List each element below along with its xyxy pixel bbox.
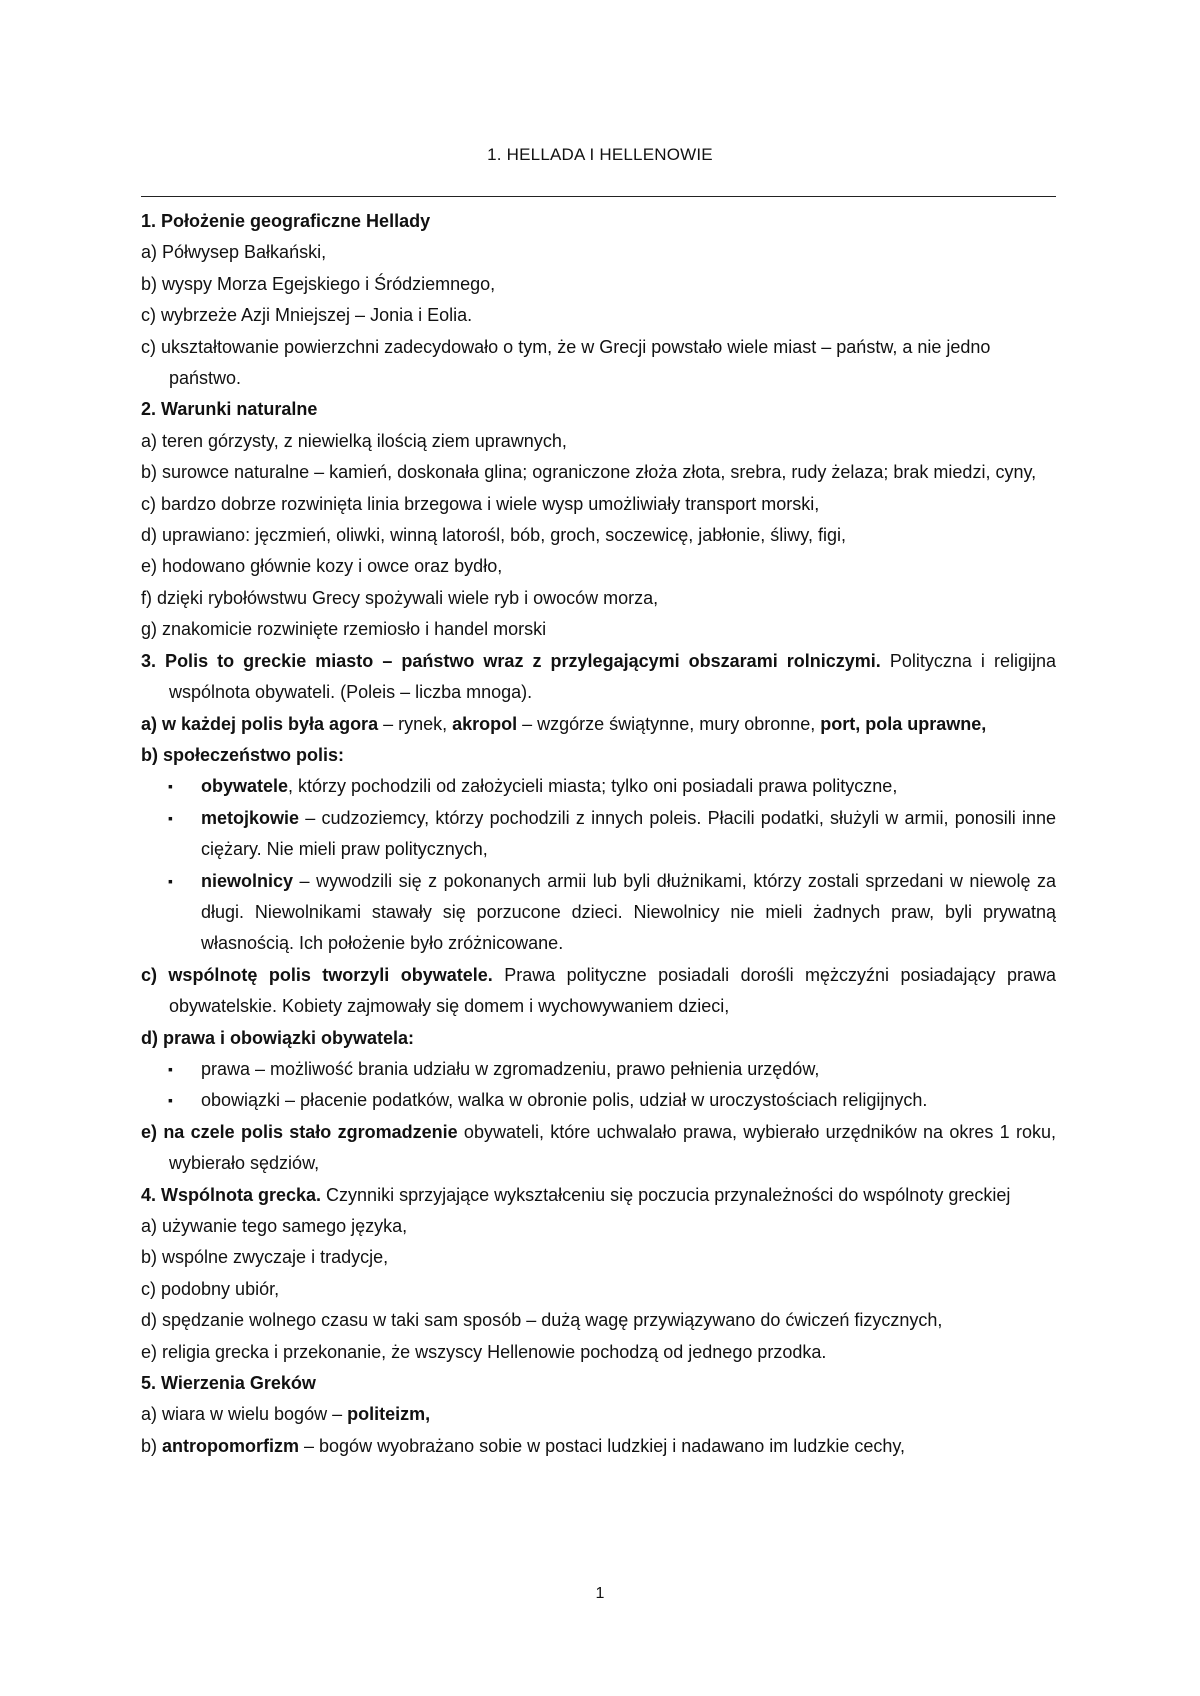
list-item <box>141 709 1056 740</box>
text-bold: niewolnicy <box>201 870 294 891</box>
text-bold: a) w każdej polis była agora <box>141 713 379 734</box>
text-bold: port, pola uprawne, <box>820 713 987 734</box>
text: , którzy pochodzili od założycieli miasta; tylko oni posiadali prawa polityczne, <box>288 776 898 797</box>
bullet-list-society <box>141 771 1056 959</box>
text: obywateli, które uchwalało prawa, wybierało urzędników na okres 1 roku, wybierało sędziów, <box>169 1121 1056 1174</box>
text: – cudzoziemcy, którzy pochodzili z innych poleis. Płacili podatki, służyli w armii, ponosili inne ciężary. Nie mieli praw politycznych, <box>201 807 1056 860</box>
list-item: b) wyspy Morza Egejskiego i Śródziemnego, <box>141 273 496 294</box>
list-item: f) dzięki rybołówstwu Grecy spożywali wiele ryb i owoców morza, <box>141 587 659 608</box>
list-item <box>141 1117 1056 1180</box>
list-item: c) podobny ubiór, <box>141 1278 280 1299</box>
bullet-item <box>201 803 1056 866</box>
list-item: g) znakomicie rozwinięte rzemiosło i handel morski <box>141 619 547 640</box>
section-5-heading: 5. Wierzenia Greków <box>141 1373 316 1394</box>
text-bold: politeizm, <box>347 1404 431 1425</box>
list-item <box>141 960 1056 1023</box>
bullet-item <box>201 771 1056 802</box>
list-item: a) teren górzysty, z niewielką ilością ziem uprawnych, <box>141 430 567 451</box>
section-2-heading: 2. Warunki naturalne <box>141 399 318 420</box>
document-body <box>141 206 1056 1462</box>
section-4-heading <box>141 1180 1056 1211</box>
list-item: b) społeczeństwo polis: <box>141 744 345 765</box>
list-item: c) ukształtowanie powierzchni zadecydowało o tym, że w Grecji powstało wiele miast – państw, a nie jedno państwo. <box>141 336 991 389</box>
page-title: 1. HELLADA I HELLENOWIE <box>487 145 713 164</box>
section-3-heading-rest: Polityczna i religijna wspólnota obywateli. (Poleis – liczba mnoga). <box>169 650 1056 703</box>
text: – bogów wyobrażano sobie w postaci ludzkiej i nadawano im ludzkie cechy, <box>299 1435 906 1456</box>
list-item: d) spędzanie wolnego czasu w taki sam sposób – dużą wagę przywiązywano do ćwiczeń fizycznych, <box>141 1310 943 1331</box>
text-bold: c) wspólnotę polis tworzyli obywatele. <box>141 964 493 985</box>
text-bold: antropomorfizm <box>162 1435 300 1456</box>
text: – rynek, <box>378 713 453 734</box>
list-item: d) uprawiano: jęczmień, oliwki, winną latorośl, bób, groch, soczewicę, jabłonie, śliwy, figi, <box>141 525 846 546</box>
list-item: a) Półwysep Bałkański, <box>141 242 327 263</box>
list-item <box>141 1399 1056 1430</box>
section-3-heading-bold: 3. Polis to greckie miasto – państwo wraz z przylegającymi obszarami rolniczymi. <box>141 650 881 671</box>
list-item: c) wybrzeże Azji Mniejszej – Jonia i Eolia. <box>141 305 473 326</box>
list-item: e) religia grecka i przekonanie, że wszyscy Hellenowie pochodzą od jednego przodka. <box>141 1341 827 1362</box>
text: Prawa polityczne posiadali dorośli mężczyźni posiadający prawa obywatelskie. Kobiety zajmowały się domem i wychowywaniem dzieci, <box>169 964 1056 1017</box>
title-divider <box>141 196 1056 197</box>
text: – wywodzili się z pokonanych armii lub byli dłużnikami, którzy zostali sprzedani w niewolę za długi. Niewolnikami stawały się porzucone dzieci. Niewolnicy nie mieli żadnych praw, byli prywatną własnością. Ich położenie było zróżnicowane. <box>201 870 1056 954</box>
bullet-item: ▪ prawa – możliwość brania udziału w zgromadzeniu, prawo pełnienia urzędów, <box>201 1054 1056 1085</box>
text: a) wiara w wielu bogów – <box>141 1404 348 1425</box>
bullet-list-rights <box>141 1054 1056 1117</box>
list-item: d) prawa i obowiązki obywatela: <box>141 1027 415 1048</box>
text-bold: obywatele <box>201 776 289 797</box>
list-item <box>141 1431 1056 1462</box>
list-item: b) wspólne zwyczaje i tradycje, <box>141 1247 389 1268</box>
list-item: c) bardzo dobrze rozwinięta linia brzegowa i wiele wysp umożliwiały transport morski, <box>141 493 820 514</box>
page-number: 1 <box>595 1585 605 1602</box>
text: – wzgórze świątynne, mury obronne, <box>517 713 821 734</box>
text-bold: akropol <box>452 713 518 734</box>
text: b) <box>141 1435 163 1456</box>
list-item: e) hodowano głównie kozy i owce oraz bydło, <box>141 556 503 577</box>
section-3-heading <box>141 646 1056 709</box>
section-1-heading: 1. Położenie geograficzne Hellady <box>141 211 431 231</box>
list-item: b) surowce naturalne – kamień, doskonała glina; ograniczone złoża złota, srebra, rudy żelaza; brak miedzi, cyny, <box>141 462 1037 483</box>
bullet-item <box>201 866 1056 960</box>
bullet-item: ▪ obowiązki – płacenie podatków, walka w obronie polis, udział w uroczystościach religijnych. <box>201 1085 1056 1116</box>
text-bold: metojkowie <box>201 807 300 828</box>
text-bold: e) na czele polis stało zgromadzenie <box>141 1121 458 1142</box>
section-4-heading-rest: Czynniki sprzyjające wykształceniu się poczucia przynależności do wspólnoty greckiej <box>321 1184 1011 1205</box>
section-4-heading-bold: 4. Wspólnota grecka. <box>141 1184 322 1205</box>
list-item: a) używanie tego samego języka, <box>141 1216 408 1236</box>
